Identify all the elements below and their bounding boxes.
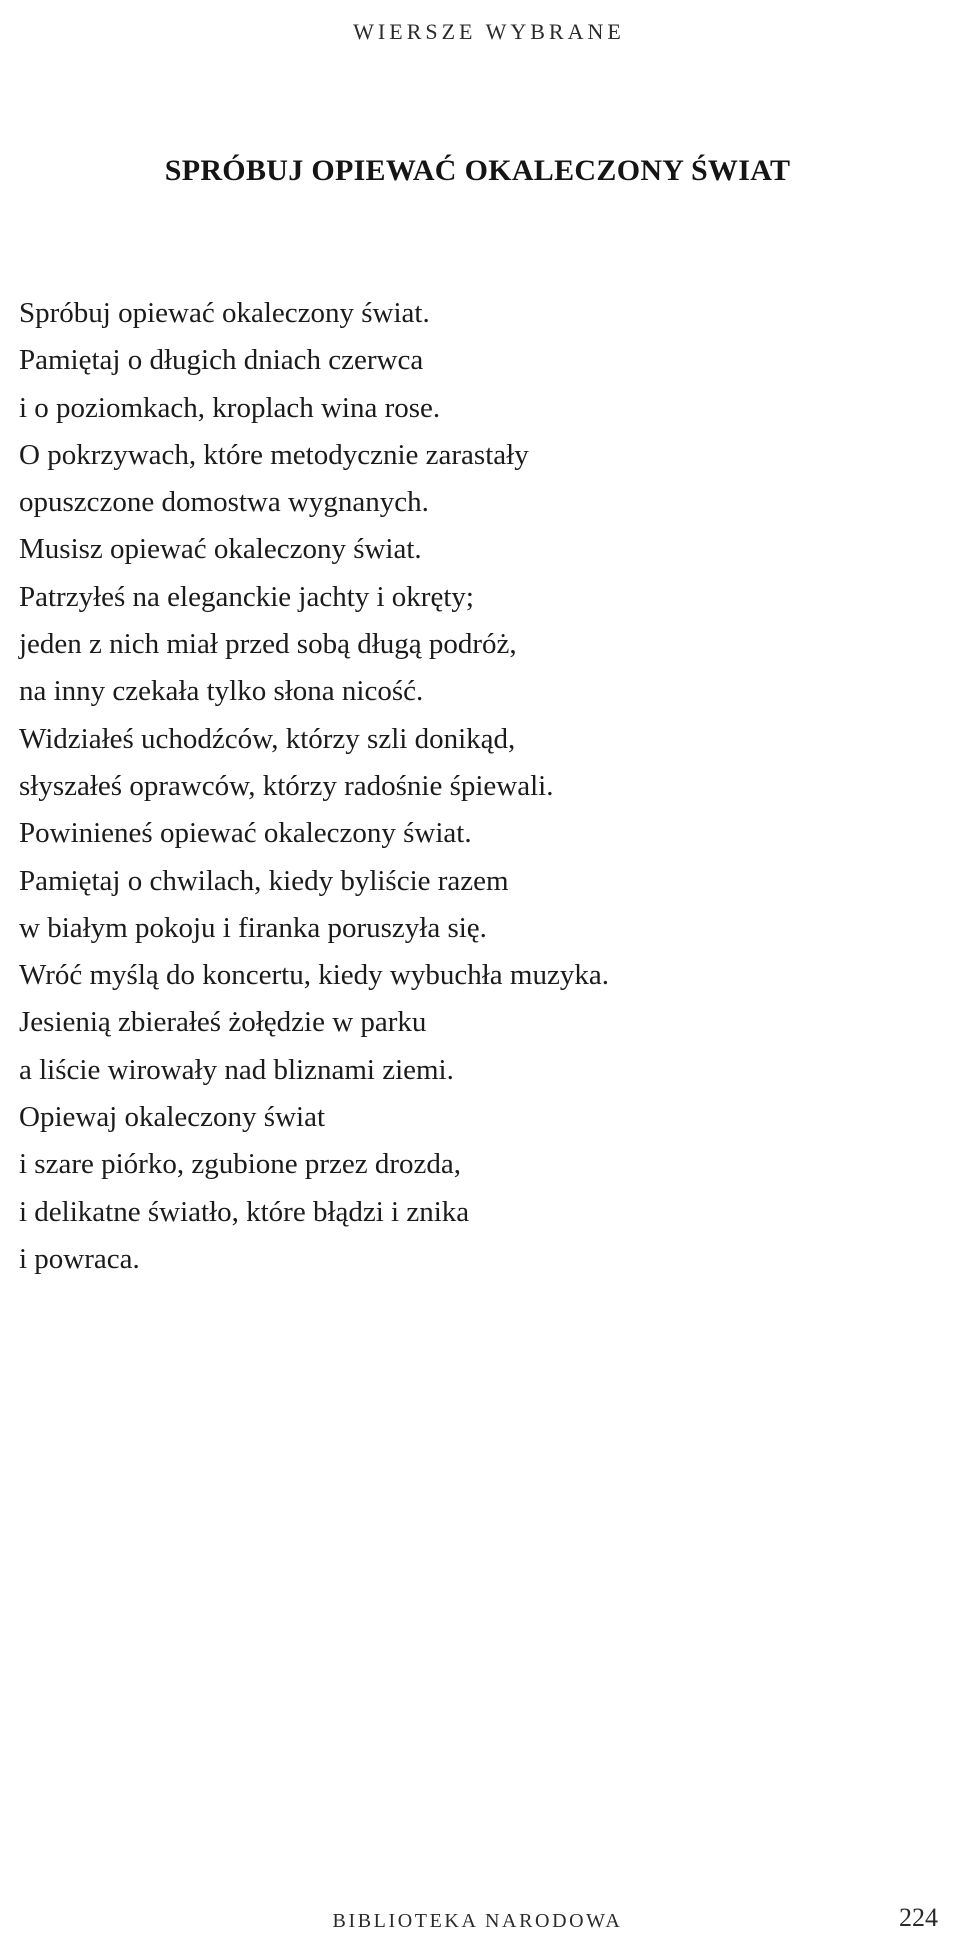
poem-line: Opiewaj okaleczony świat [19, 1101, 326, 1134]
poem-line: i delikatne światło, które błądzi i znika [19, 1195, 470, 1228]
poem-line: i powraca. [19, 1242, 140, 1275]
poem-line: i o poziomkach, kroplach wina rose. [19, 391, 441, 424]
poem-line: Patrzyłeś na eleganckie jachty i okręty; [19, 580, 474, 613]
poem-line: Pamiętaj o długich dniach czerwca [19, 344, 424, 377]
poem-title: SPRÓBUJ OPIEWAĆ OKALECZONY ŚWIAT [164, 154, 791, 187]
poem-line: a liście wirowały nad bliznami ziemi. [19, 1053, 454, 1086]
poem-line: Powinieneś opiewać okaleczony świat. [19, 817, 472, 850]
running-header: WIERSZE WYBRANE [353, 19, 625, 44]
poem-line: Musisz opiewać okaleczony świat. [19, 533, 422, 566]
poem-line: Spróbuj opiewać okaleczony świat. [19, 297, 430, 329]
poem-line: Widziałeś uchodźców, którzy szli donikąd, [19, 722, 516, 755]
poem-line: w białym pokoju i firanka poruszyła się. [19, 911, 487, 944]
poem-line: jeden z nich miał przed sobą długą podróż, [19, 628, 517, 661]
poem-body [19, 290, 609, 1283]
poem-line: Jesienią zbierałeś żołędzie w parku [19, 1006, 427, 1039]
poem-line: O pokrzywach, które metodycznie zarastały [19, 438, 529, 471]
poem-line: słyszałeś oprawców, którzy radośnie śpiewali. [19, 769, 554, 802]
poem-line: opuszczone domostwa wygnanych. [19, 486, 429, 519]
page-number: 224 [899, 1903, 938, 1932]
poem-line: na inny czekała tylko słona nicość. [19, 675, 424, 708]
poem-line: i szare piórko, zgubione przez drozda, [19, 1148, 462, 1181]
poem-line: Pamiętaj o chwilach, kiedy byliście razem [19, 864, 509, 897]
poem-line: Wróć myślą do koncertu, kiedy wybuchła muzyka. [19, 959, 609, 992]
footer-series-title: BIBLIOTEKA NARODOWA [332, 1910, 623, 1932]
